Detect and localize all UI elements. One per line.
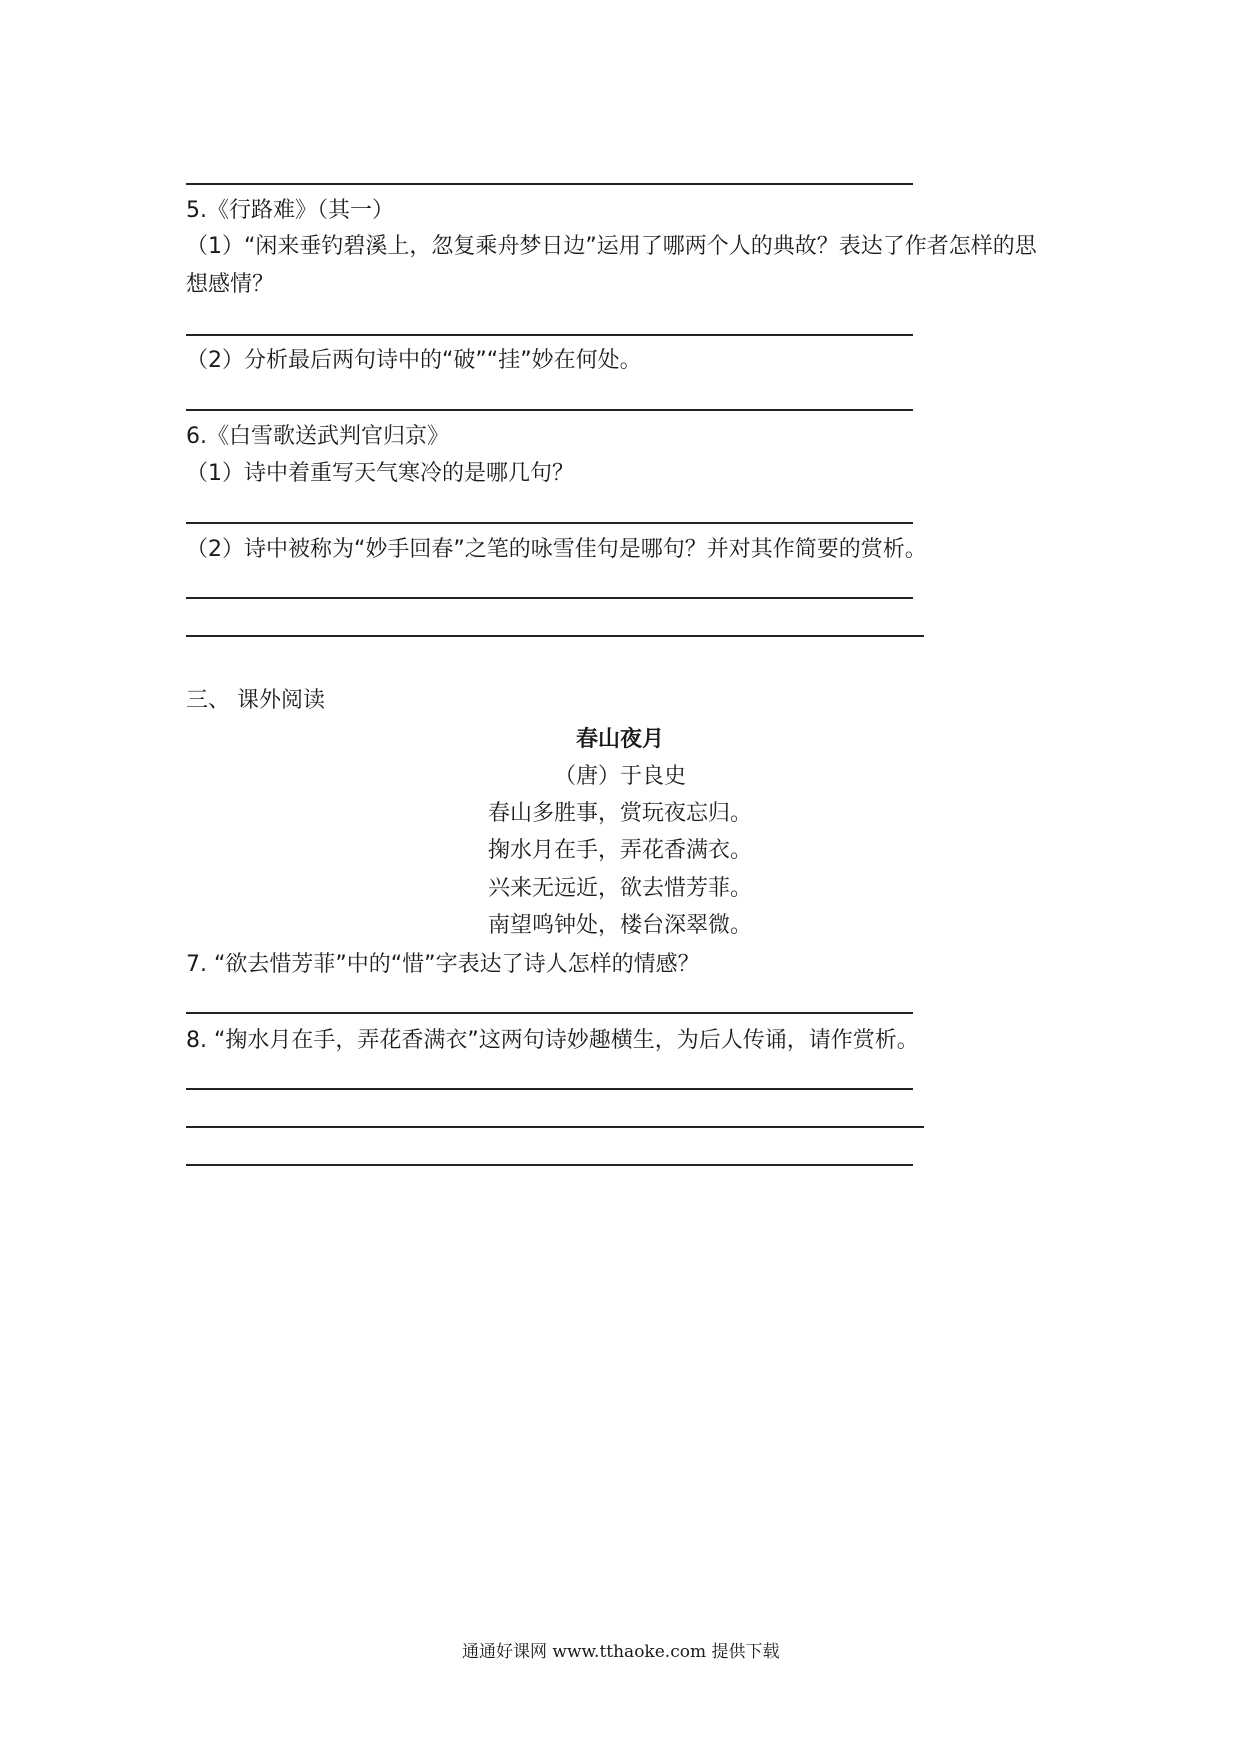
footer-text: 通通好课网 www.tthaoke.com 提供下载 (462, 1642, 780, 1662)
q8-text: 8. “掬水月在手，弄花香满衣”这两句诗妙趣横生，为后人传诵，请作赏析。 (186, 1028, 919, 1053)
poem-title: 春山夜月 (575, 727, 664, 752)
q6-sub2: （2）诗中被称为“妙手回春”之笔的咏雪佳句是哪句？并对其作简要的赏析。 (186, 537, 927, 562)
q5-sub2: （2）分析最后两句诗中的“破”“挂”妙在何处。 (186, 348, 642, 373)
q5-heading: 5.《行路难》（其一） (186, 198, 394, 223)
q5-sub1-line2: 想感情？ (186, 272, 275, 297)
q6-sub1: （1）诗中着重写天气寒冷的是哪几句？ (186, 461, 574, 486)
q7-text: 7. “欲去惜芳菲”中的“惜”字表达了诗人怎样的情感？ (186, 952, 700, 977)
q5-sub1-line1: （1）“闲来垂钓碧溪上，忽复乘舟梦日边”运用了哪两个人的典故？表达了作者怎样的思 (186, 234, 1037, 259)
answer-line (186, 1126, 924, 1128)
poem-line: 南望鸣钟处，楼台深翠微。 (487, 913, 752, 938)
answer-line (186, 635, 924, 637)
answer-line (186, 1012, 913, 1014)
poem-line: 春山多胜事，赏玩夜忘归。 (487, 801, 752, 826)
section3-heading: 三、 课外阅读 (186, 688, 325, 713)
answer-line (186, 1088, 913, 1090)
answer-line (186, 1164, 913, 1166)
answer-line (186, 409, 913, 411)
answer-line (186, 522, 913, 524)
poem-line: 掬水月在手，弄花香满衣。 (487, 838, 752, 863)
answer-line (186, 183, 913, 185)
q6-heading: 6.《白雪歌送武判官归京》 (186, 424, 449, 449)
answer-line (186, 334, 913, 336)
answer-line (186, 597, 913, 599)
poem-author: （唐）于良史 (553, 764, 686, 789)
poem-line: 兴来无远近，欲去惜芳菲。 (487, 876, 752, 901)
